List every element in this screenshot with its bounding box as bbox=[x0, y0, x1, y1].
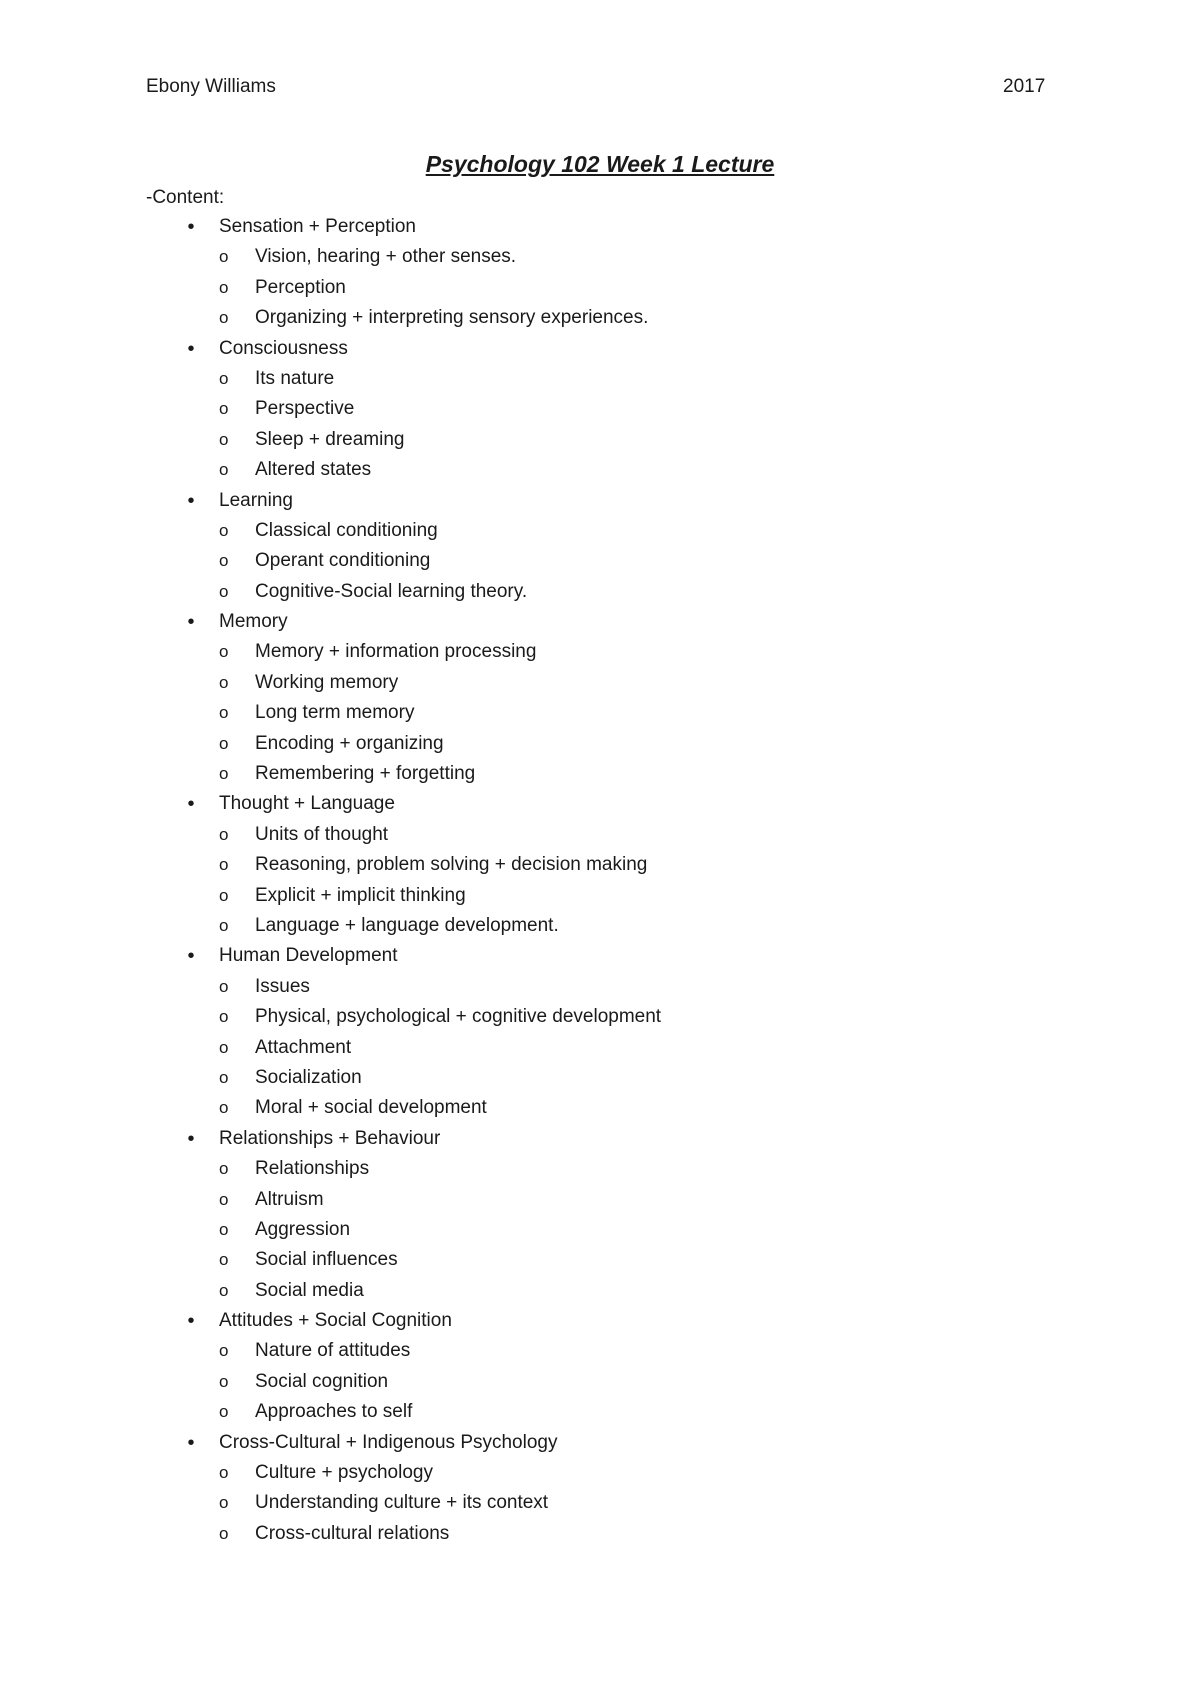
subtopic-item bbox=[0, 1488, 1200, 1518]
subtopic-item bbox=[0, 1458, 1200, 1488]
subtopic-item bbox=[0, 1397, 1200, 1427]
sub-bullet-icon: o bbox=[219, 1371, 229, 1391]
topic-label: Consciousness bbox=[219, 337, 348, 359]
bullet-icon: • bbox=[187, 216, 195, 238]
sub-bullet-icon: o bbox=[219, 1523, 229, 1543]
subtopic-label: Vision, hearing + other senses. bbox=[255, 246, 517, 268]
sub-bullet-icon: o bbox=[219, 368, 229, 388]
sub-bullet-icon: o bbox=[219, 1159, 229, 1179]
topic-item bbox=[0, 334, 1200, 364]
subtopic-label: Memory + information processing bbox=[255, 641, 537, 663]
sub-bullet-icon: o bbox=[219, 824, 229, 844]
bullet-icon: • bbox=[187, 611, 195, 634]
subtopic-item bbox=[0, 364, 1200, 394]
sub-bullet-icon: o bbox=[219, 733, 229, 753]
subtopic-item bbox=[0, 729, 1200, 759]
sub-bullet-icon: o bbox=[219, 551, 229, 571]
subtopic-item bbox=[0, 1033, 1200, 1063]
page-title: Psychology 102 Week 1 Lecture bbox=[425, 151, 775, 177]
topic-outline bbox=[0, 212, 1200, 1549]
sub-bullet-icon: o bbox=[219, 642, 229, 662]
bullet-icon: • bbox=[187, 1431, 195, 1454]
topic-item bbox=[0, 1124, 1200, 1154]
sub-bullet-icon: o bbox=[219, 672, 229, 692]
sub-bullet-icon: o bbox=[219, 1067, 229, 1087]
subtopic-item bbox=[0, 303, 1200, 333]
subtopic-item bbox=[0, 1245, 1200, 1275]
sub-bullet-icon: o bbox=[219, 1250, 229, 1270]
subtopic-label: Aggression bbox=[255, 1218, 351, 1240]
topic-label: Relationships + Behaviour bbox=[219, 1127, 441, 1149]
topic-item bbox=[0, 1306, 1200, 1336]
subtopic-label: Its nature bbox=[255, 367, 335, 389]
subtopic-label: Relationships bbox=[255, 1158, 370, 1180]
sub-bullet-icon: o bbox=[219, 1463, 229, 1483]
topic-item bbox=[0, 941, 1200, 971]
subtopic-label: Reasoning, problem solving + decision making bbox=[255, 854, 648, 876]
topic-label: Learning bbox=[219, 489, 293, 511]
sub-bullet-icon: o bbox=[219, 1037, 229, 1057]
header-year: 2017 bbox=[1003, 76, 1046, 97]
bullet-icon: • bbox=[187, 945, 195, 968]
topic-label: Attitudes + Social Cognition bbox=[219, 1310, 452, 1332]
sub-bullet-icon: o bbox=[219, 1219, 229, 1239]
subtopic-item bbox=[0, 637, 1200, 667]
sub-bullet-icon: o bbox=[219, 520, 229, 540]
sub-bullet-icon: o bbox=[219, 855, 229, 875]
subtopic-label: Encoding + organizing bbox=[255, 732, 444, 754]
topic-item bbox=[0, 486, 1200, 516]
subtopic-label: Classical conditioning bbox=[255, 519, 438, 541]
subtopic-item bbox=[0, 273, 1200, 303]
subtopic-item bbox=[0, 698, 1200, 728]
subtopic-label: Explicit + implicit thinking bbox=[255, 884, 466, 906]
subtopic-label: Social media bbox=[255, 1279, 364, 1301]
subtopic-label: Socialization bbox=[255, 1066, 362, 1088]
subtopic-label: Cognitive-Social learning theory. bbox=[255, 580, 528, 602]
subtopic-label: Culture + psychology bbox=[255, 1462, 433, 1484]
subtopic-label: Remembering + forgetting bbox=[255, 763, 476, 785]
subtopic-item bbox=[0, 242, 1200, 272]
subtopic-item bbox=[0, 911, 1200, 941]
bullet-icon: • bbox=[187, 1127, 195, 1150]
bullet-icon: • bbox=[187, 793, 195, 816]
subtopic-label: Perspective bbox=[255, 398, 355, 420]
sub-bullet-icon: o bbox=[219, 1098, 229, 1118]
sub-bullet-icon: o bbox=[219, 1341, 229, 1361]
subtopic-label: Attachment bbox=[255, 1036, 352, 1058]
sub-bullet-icon: o bbox=[219, 1007, 229, 1027]
subtopic-label: Language + language development. bbox=[255, 914, 559, 936]
subtopic-item bbox=[0, 1336, 1200, 1366]
topic-label: Memory bbox=[219, 611, 288, 633]
bullet-icon: • bbox=[187, 1310, 195, 1333]
subtopic-label: Altered states bbox=[255, 459, 372, 481]
sub-bullet-icon: o bbox=[219, 399, 229, 419]
sub-bullet-icon: o bbox=[219, 1493, 229, 1513]
subtopic-item bbox=[0, 850, 1200, 880]
subtopic-item bbox=[0, 1185, 1200, 1215]
subtopic-item bbox=[0, 577, 1200, 607]
sub-bullet-icon: o bbox=[219, 277, 229, 297]
topic-label: Human Development bbox=[219, 945, 398, 967]
subtopic-label: Nature of attitudes bbox=[255, 1340, 411, 1362]
subtopic-label: Social influences bbox=[255, 1249, 398, 1271]
subtopic-item bbox=[0, 1154, 1200, 1184]
subtopic-label: Sleep + dreaming bbox=[255, 428, 405, 450]
header-author: Ebony Williams bbox=[146, 76, 276, 97]
subtopic-label: Organizing + interpreting sensory experiences. bbox=[255, 307, 649, 329]
sub-bullet-icon: o bbox=[219, 764, 229, 784]
subtopic-label: Long term memory bbox=[255, 702, 415, 724]
subtopic-item bbox=[0, 759, 1200, 789]
sub-bullet-icon: o bbox=[219, 429, 229, 449]
sub-bullet-icon: o bbox=[219, 976, 229, 996]
subtopic-item bbox=[0, 394, 1200, 424]
subtopic-item bbox=[0, 1063, 1200, 1093]
subtopic-label: Operant conditioning bbox=[255, 550, 431, 572]
subtopic-label: Social cognition bbox=[255, 1370, 389, 1392]
sub-bullet-icon: o bbox=[219, 703, 229, 723]
subtopic-item bbox=[0, 1276, 1200, 1306]
subtopic-item bbox=[0, 972, 1200, 1002]
sub-bullet-icon: o bbox=[219, 915, 229, 935]
sub-bullet-icon: o bbox=[219, 1280, 229, 1300]
subtopic-label: Perception bbox=[255, 276, 346, 298]
subtopic-item bbox=[0, 881, 1200, 911]
subtopic-item bbox=[0, 516, 1200, 546]
subtopic-item bbox=[0, 425, 1200, 455]
sub-bullet-icon: o bbox=[219, 581, 229, 601]
subtopic-label: Approaches to self bbox=[255, 1401, 413, 1423]
subtopic-item bbox=[0, 820, 1200, 850]
bullet-icon: • bbox=[187, 489, 195, 512]
subtopic-item bbox=[0, 1093, 1200, 1123]
sub-bullet-icon: o bbox=[219, 1189, 229, 1209]
sub-bullet-icon: o bbox=[219, 247, 229, 267]
sub-bullet-icon: o bbox=[219, 308, 229, 328]
topic-item bbox=[0, 607, 1200, 637]
sub-bullet-icon: o bbox=[219, 460, 229, 480]
subtopic-item bbox=[0, 1367, 1200, 1397]
subtopic-label: Altruism bbox=[255, 1188, 324, 1210]
subtopic-item bbox=[0, 455, 1200, 485]
subtopic-item bbox=[0, 546, 1200, 576]
topic-label: Cross-Cultural + Indigenous Psychology bbox=[219, 1431, 558, 1453]
subtopic-item bbox=[0, 1519, 1200, 1549]
subtopic-label: Working memory bbox=[255, 671, 399, 693]
subtopic-label: Moral + social development bbox=[255, 1097, 487, 1119]
subtopic-item bbox=[0, 668, 1200, 698]
subtopic-item bbox=[0, 1215, 1200, 1245]
topic-item bbox=[0, 212, 1200, 242]
topic-item bbox=[0, 1428, 1200, 1458]
sub-bullet-icon: o bbox=[219, 1402, 229, 1422]
subtopic-label: Units of thought bbox=[255, 823, 389, 845]
subtopic-label: Physical, psychological + cognitive development bbox=[255, 1006, 662, 1028]
subtopic-label: Cross-cultural relations bbox=[255, 1522, 450, 1544]
bullet-icon: • bbox=[187, 337, 195, 360]
subtopic-label: Understanding culture + its context bbox=[255, 1492, 549, 1514]
topic-label: Sensation + Perception bbox=[219, 216, 416, 237]
sub-bullet-icon: o bbox=[219, 885, 229, 905]
subtopic-item bbox=[0, 1002, 1200, 1032]
subtopic-label: Issues bbox=[255, 975, 310, 997]
topic-item bbox=[0, 789, 1200, 819]
content-label: -Content: bbox=[146, 187, 225, 208]
topic-label: Thought + Language bbox=[219, 793, 395, 815]
